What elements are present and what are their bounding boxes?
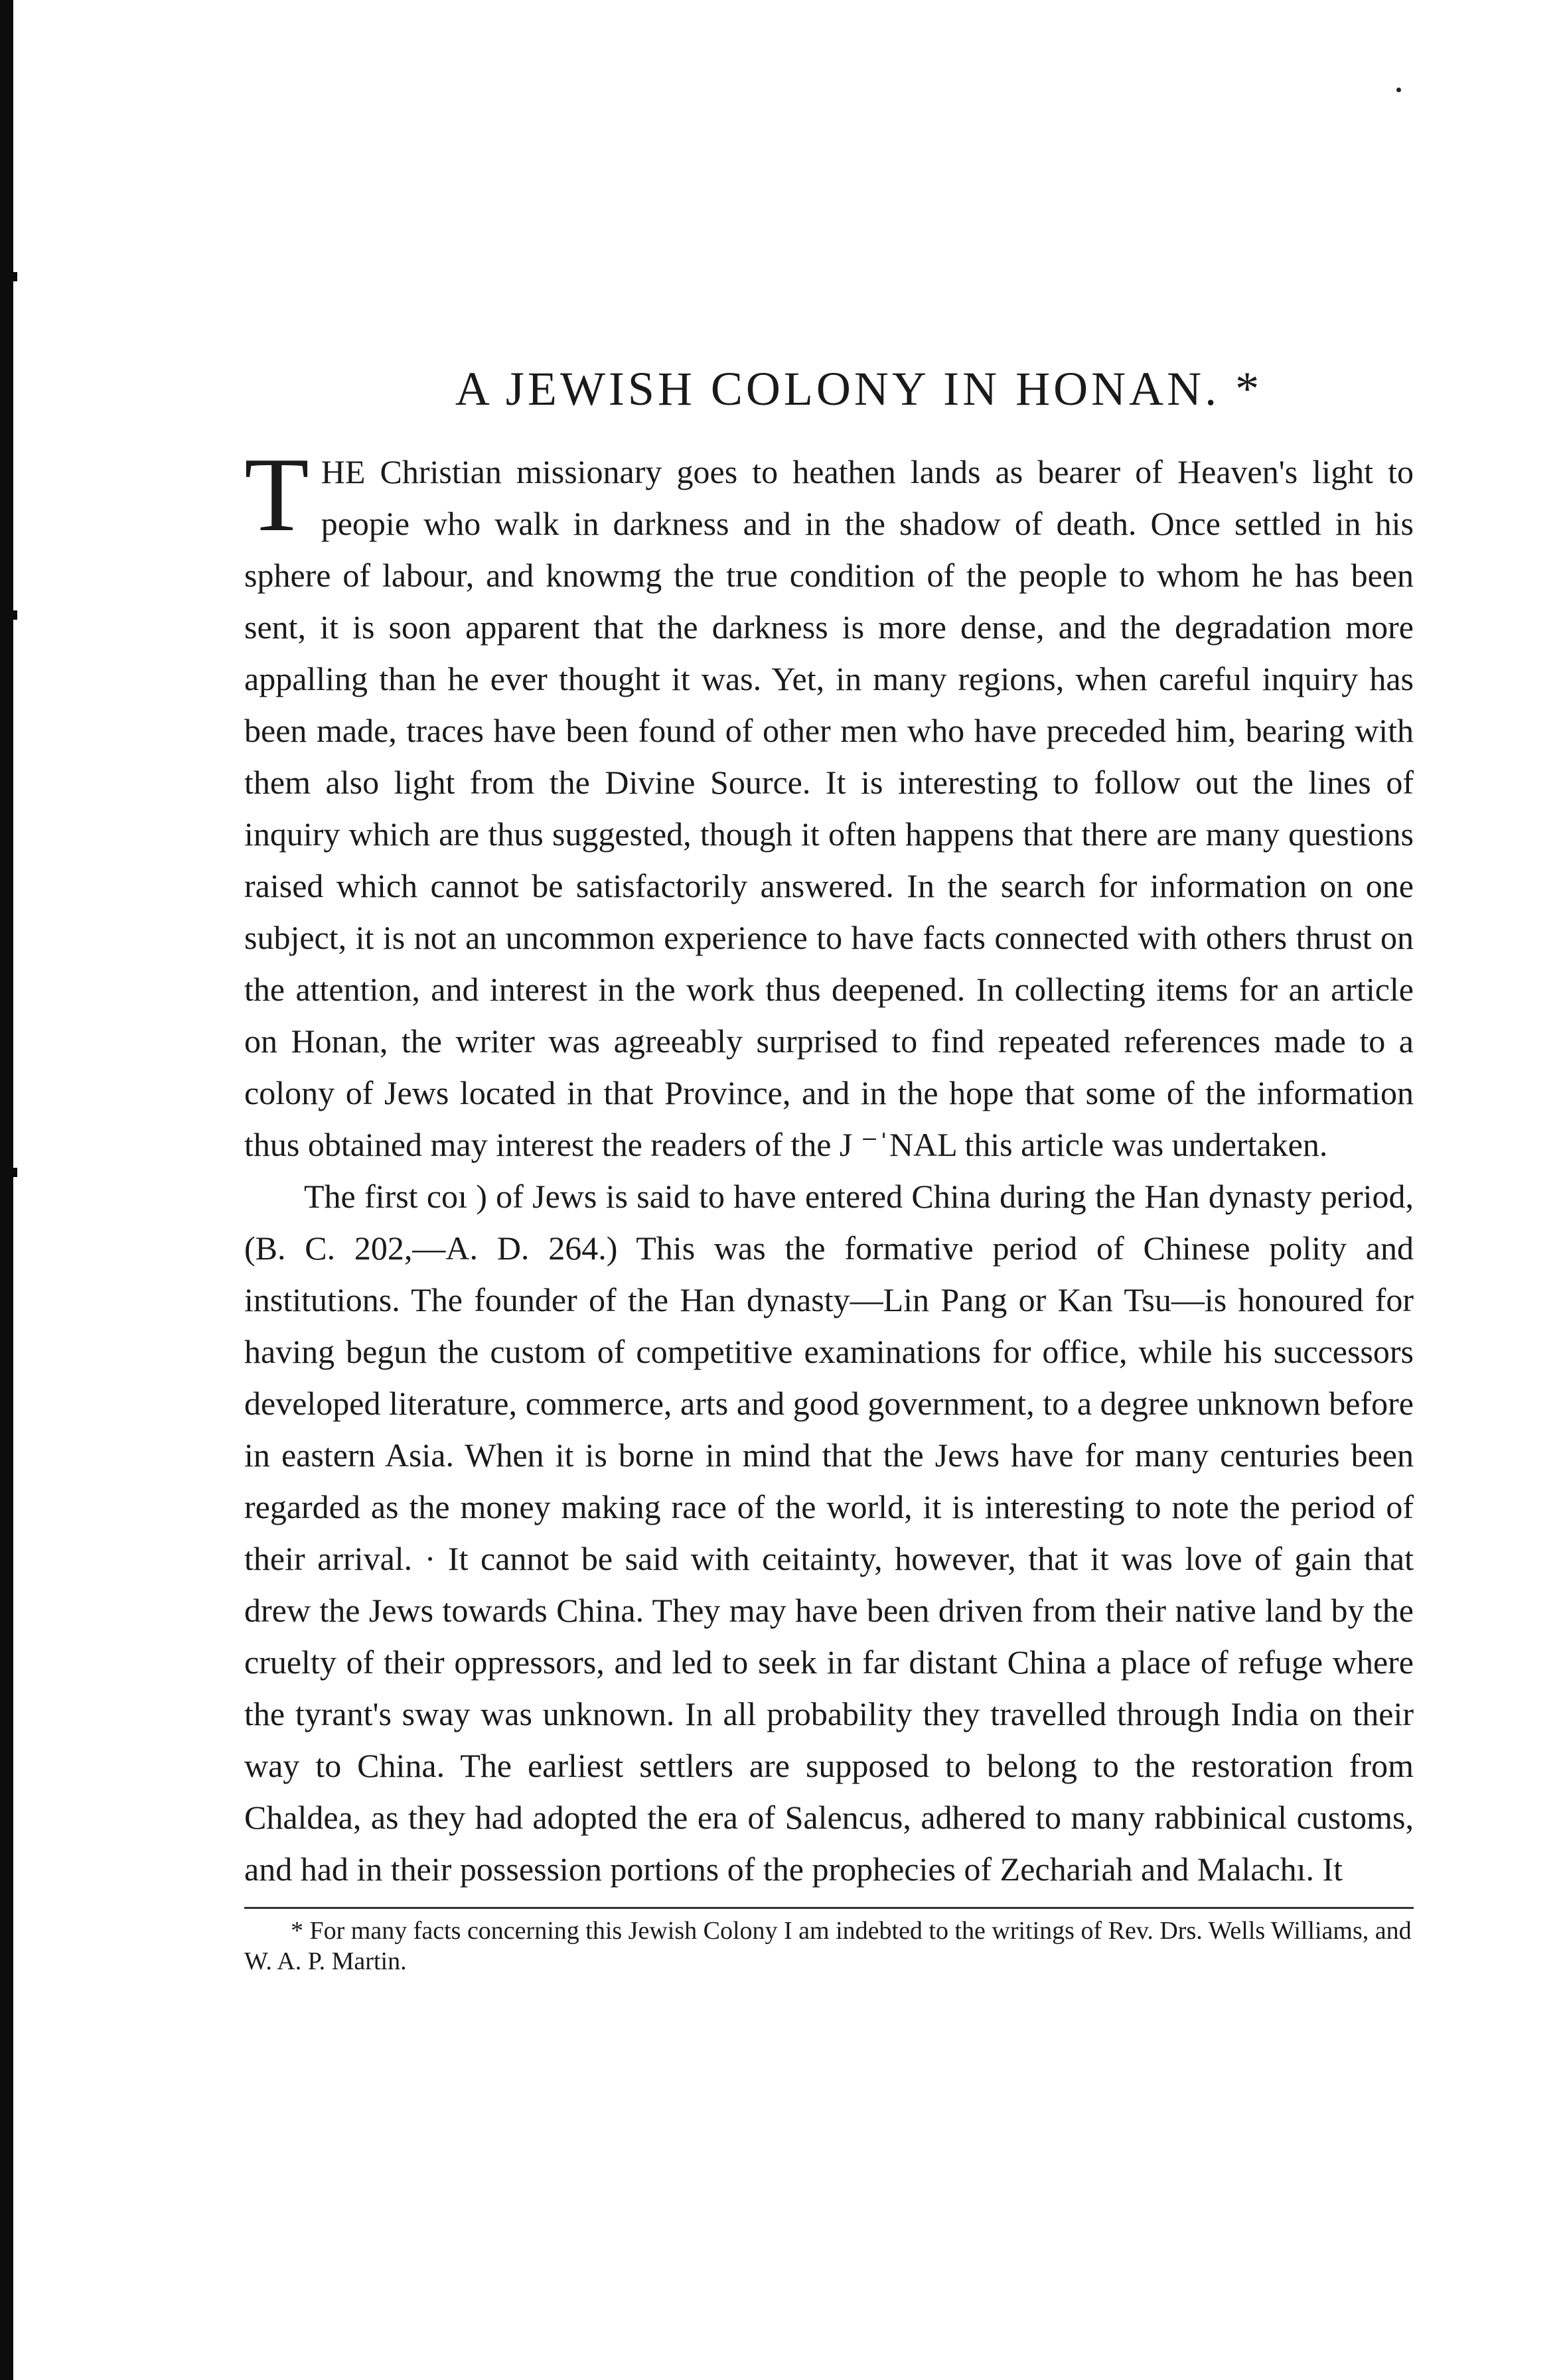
- binding-edge: [0, 0, 13, 2380]
- paragraph-2: The first coı ) of Jews is said to have entered China during the Han dynasty period, (B. C. 202,—A. D. 264.) This was the formative period of Chinese polity and institutions. The founder of the Han dynasty—Lin Pang or Kan Tsu—is honoured for having begun the custom of competitive examinations for office, while his successors developed literature, commerce, arts and good government, to a degree unknown before in eastern Asia. When it is borne in mind that the Jews have for many centuries been regarded as the money making race of the world, it is interesting to note the period of their arrival. · It cannot be said with ceitainty, however, that it was love of gain that drew the Jews towards China. They may have been driven from their native land by the cruelty of their oppressors, and led to seek in far distant China a place of refuge where the tyrant's sway was unknown. In all probability they travelled through India on their way to China. The earliest settlers are supposed to belong to the restoration from Chaldea, as they had adopted the era of Salencus, adhered to many rabbinical customs, and had in their possession portions of the prophecies of Zechariah and Malachı. It: [244, 1178, 1414, 1888]
- footnote-rule: [244, 1907, 1414, 1909]
- drop-cap: T: [244, 435, 309, 553]
- binding-mark: [13, 272, 17, 281]
- article-title: A JEWISH COLONY IN HONAN. *: [455, 362, 1263, 415]
- footnote: * For many facts concerning this Jewish Colony I am indebted to the writings of Rev. Drs. Wells Williams, and W. A. P. Martin.: [244, 1917, 1412, 1975]
- binding-mark: [13, 1168, 17, 1177]
- paragraph-1: [244, 435, 1414, 1170]
- ink-speck: [1396, 88, 1401, 92]
- page-body: [244, 362, 1414, 1977]
- paragraph-1-text: Christian missionary goes to heathen lands as bearer of Heaven's light to peopie who walk in darkness and in the shadow of death. Once settled in his sphere of labour, and knowmg the true condition of the people to whom he has been sent, it is soon apparent that the darkness is more dense, and the degradation more appalling than he ever thought it was. Yet, in many regions, when careful inquiry has been made, traces have been found of other men who have preceded him, bearing with them also light from the Divine Source. It is interesting to follow out the lines of inquiry which are thus suggested, though it often happens that there are many questions raised which cannot be satisfactorily answered. In the search for information on one subject, it is not an uncommon experience to have facts connected with others thrust on the attention, and interest in the work thus deepened. In collecting items for an article on Honan, the writer was agreeably surprised to find repeated references made to a colony of Jews located in that Province, and in the hope that some of the information thus obtained may interest the readers of the J ⁻ˈNAL this article was undertaken.: [244, 453, 1414, 1163]
- lead-words: HE: [321, 453, 366, 490]
- binding-mark: [13, 610, 17, 620]
